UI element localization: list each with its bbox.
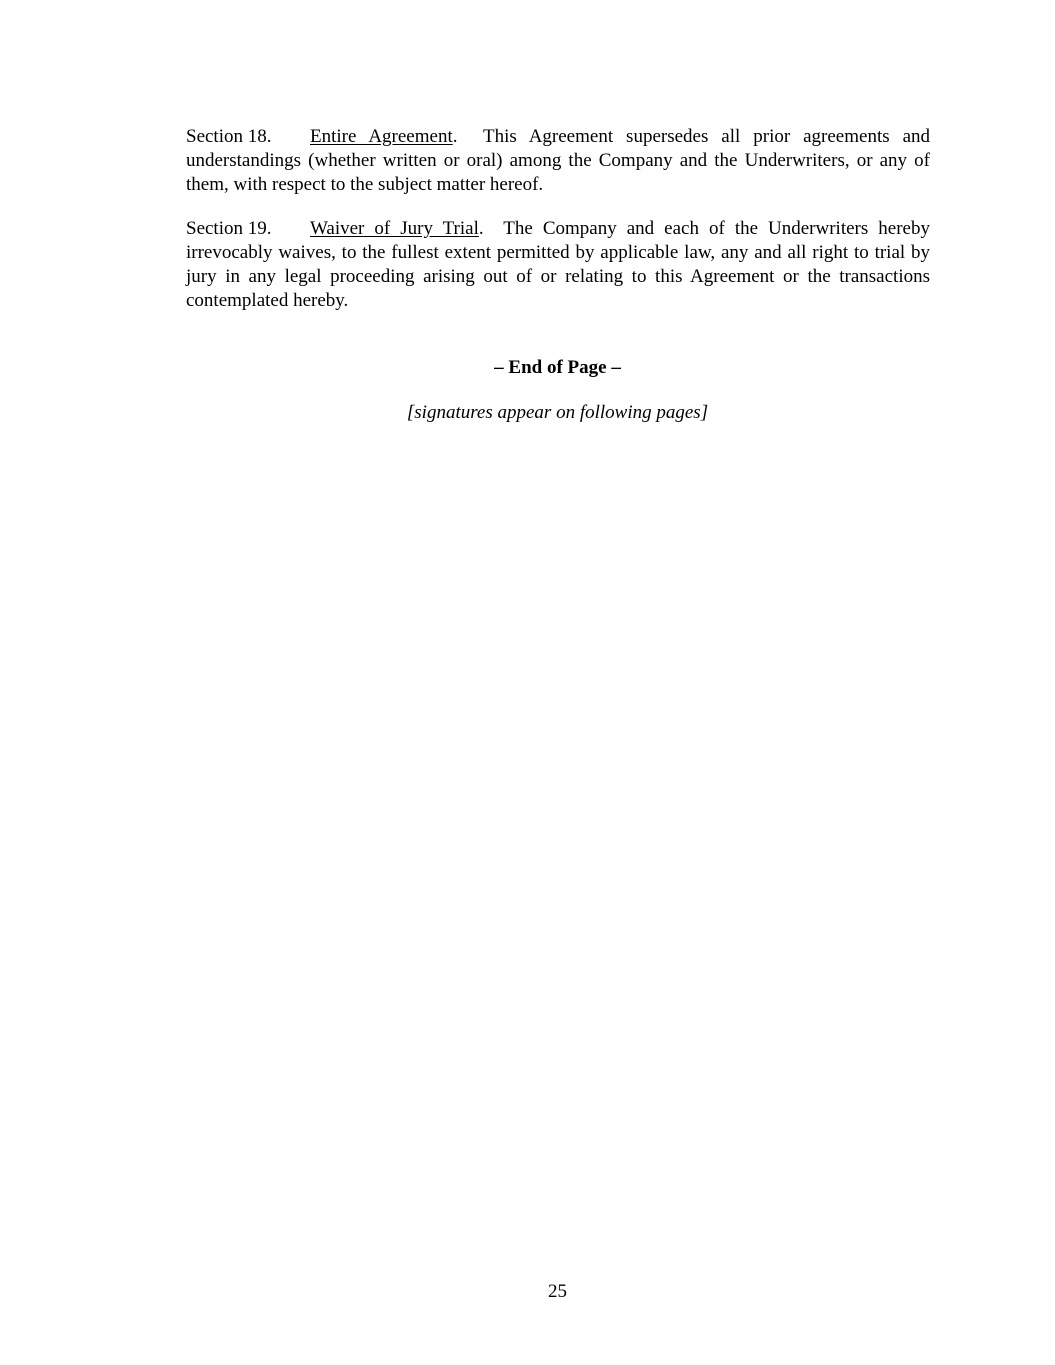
end-of-page-marker: – End of Page –: [494, 357, 621, 378]
section-19-number: Section 19.: [186, 218, 272, 239]
section-19-paragraph: [186, 217, 930, 313]
section-18-number: Section 18.: [186, 126, 272, 147]
section-18-paragraph: [186, 125, 930, 197]
section-18-title: Entire Agreement: [310, 126, 453, 147]
page-number: 25: [548, 1281, 567, 1302]
section-18-text: This Agreement supersedes all prior agreements and understandings (whether written or oral) among the Company and the Underwriters, or any of them, with respect to the subject matter hereof.: [186, 126, 930, 195]
section-19-text: The Company and each of the Underwriters hereby irrevocably waives, to the fullest extent permitted by applicable law, any and all right to trial by jury in any legal proceeding arising out of or relating to this Agreement or the transactions contemplated hereby.: [186, 218, 930, 311]
section-19-title: Waiver of Jury Trial: [310, 218, 479, 239]
signatures-note: [signatures appear on following pages]: [406, 402, 709, 423]
section-19-title-suffix: .: [478, 218, 484, 239]
section-18-title-suffix: .: [452, 126, 458, 147]
